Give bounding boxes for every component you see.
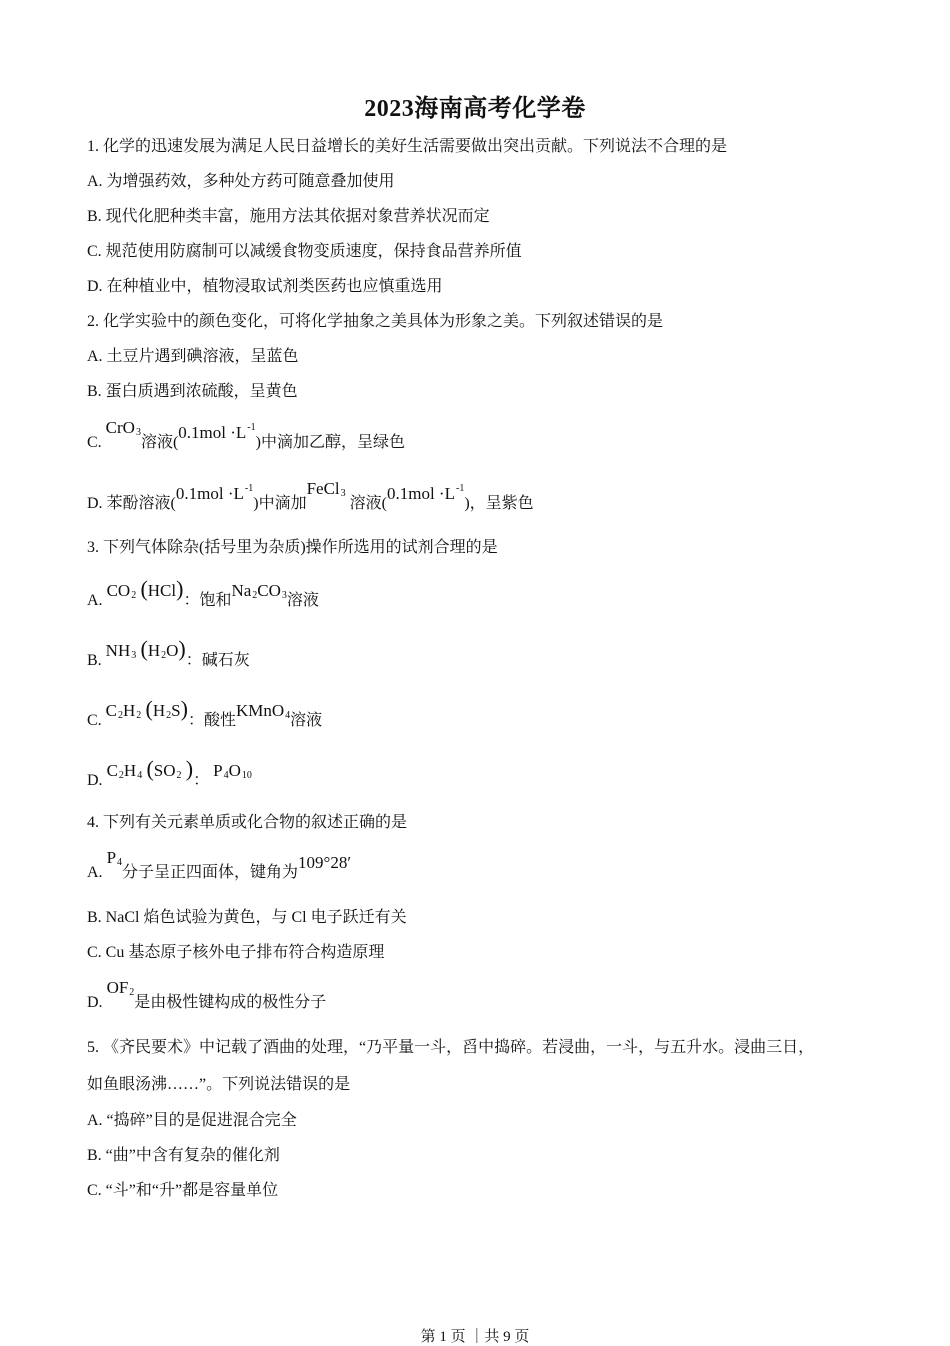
q4-option-d: [87, 978, 327, 1012]
fecl3-formula: FeCl$_3$: [306, 479, 346, 499]
concentration-formula: $0.1mol \cdot L^{-1}$: [386, 483, 465, 503]
q1-option-c: C. 规范使用防腐制可以减缓食物变质速度，保持食品营养所值: [87, 243, 522, 260]
q3-b-label: B.: [87, 652, 102, 669]
concentration-formula: $0.1mol \cdot L^{-1}$: [178, 422, 256, 442]
q3-a-text-2: 溶液: [286, 592, 319, 609]
q4-option-c: C. Cu 基态原子核外电子排布符合构造原理: [87, 944, 385, 961]
q4-option-a: [87, 848, 352, 882]
kmno4-formula: KMnO$_4$: [235, 701, 291, 721]
q5-stem-line-2: 如鱼眼汤沸……”。下列说法错误的是: [87, 1076, 351, 1093]
q4-a-label: A.: [87, 864, 103, 881]
q1-option-d: D. 在种植业中，植物浸取试剂类医药也应慎重选用: [87, 278, 443, 295]
q5-option-b: B. “曲”中含有复杂的催化剂: [87, 1147, 280, 1164]
cro3-formula: CrO$_3$: [105, 418, 141, 438]
bond-angle: 109°28′: [298, 853, 352, 872]
q4-d-text-1: 是由极性键构成的极性分子: [134, 994, 327, 1011]
q3-c-text-2: 溶液: [290, 712, 323, 729]
q3-d-text-1: ：: [193, 772, 210, 789]
concentration-formula: $0.1mol \cdot L^{-1}$: [175, 483, 254, 503]
p4-formula: $P_4$: [106, 848, 123, 868]
q4-stem: 4. 下列有关元素单质或化合物的叙述正确的是: [87, 814, 408, 831]
c2h4-so2-formula: $C_2H_4$ ($SO_2$ ): [106, 756, 194, 781]
q3-option-d: [87, 756, 252, 790]
q4-d-label: D.: [87, 994, 103, 1011]
q5-option-a: A. “捣碎”目的是促进混合完全: [87, 1112, 297, 1129]
q1-option-a: A. 为增强药效，多种处方药可随意叠加使用: [87, 173, 395, 190]
q2-d-text-3: )，呈紫色: [464, 495, 534, 512]
q2-stem: 2. 化学实验中的颜色变化，可将化学抽象之美具体为形象之美。下列叙述错误的是: [87, 313, 664, 330]
co2-hcl-formula: $CO_2$ (HCl): [106, 576, 184, 601]
c2h2-h2s-formula: $C_2H_2$ $(H_2S)$: [105, 696, 188, 721]
q3-b-text-1: ：碱石灰: [185, 652, 250, 669]
q2-option-d: [87, 479, 534, 513]
na2co3-formula: $Na_2CO_3$: [231, 581, 287, 601]
q2-d-text-2: 溶液(: [349, 495, 387, 512]
q5-stem-line-1: 5. 《齐民要术》中记载了酒曲的处理，“乃平量一斗，舀中捣碎。若浸曲，一斗，与五升水。浸曲三日，: [87, 1039, 815, 1056]
q2-c-label: C.: [87, 434, 102, 451]
q4-a-text-1: 分子呈正四面体，键角为: [122, 864, 299, 881]
page-footer: 第 1 页 ｜共 9 页: [420, 1329, 530, 1345]
q2-option-b: B. 蛋白质遇到浓硫酸，呈黄色: [87, 383, 298, 400]
nh3-h2o-formula: $NH_3$ $(H_2O)$: [105, 636, 186, 661]
q3-d-label: D.: [87, 772, 103, 789]
q2-d-label: D. 苯酚溶液(: [87, 495, 176, 512]
q3-a-text-1: ：饱和: [183, 592, 232, 609]
q5-option-c: C. “斗”和“升”都是容量单位: [87, 1182, 279, 1199]
q3-a-label: A.: [87, 592, 103, 609]
q2-option-a: A. 土豆片遇到碘溶液，呈蓝色: [87, 348, 299, 365]
q2-c-text-1: 溶液(: [140, 434, 179, 451]
p4o10-formula: $P_4O_{10}$: [213, 761, 252, 781]
of2-formula: $OF_2$: [106, 978, 135, 998]
q1-stem: 1. 化学的迅速发展为满足人民日益增长的美好生活需要做出突出贡献。下列说法不合理的是: [87, 138, 728, 155]
q2-c-text-2: )中滴加乙醇，呈绿色: [255, 434, 405, 451]
q3-option-a: [87, 576, 319, 610]
q3-c-label: C.: [87, 712, 102, 729]
q3-c-text-1: ：酸性: [187, 712, 236, 729]
q3-option-b: [87, 636, 250, 670]
q3-option-c: [87, 696, 323, 730]
q4-option-b: B. NaCl 焰色试验为黄色，与 Cl 电子跃迁有关: [87, 909, 407, 926]
q2-option-c: [87, 418, 405, 452]
q1-option-b: B. 现代化肥种类丰富，施用方法其依据对象营养状况而定: [87, 208, 490, 225]
page-title: 2023海南高考化学卷: [364, 96, 586, 122]
q2-d-text-1: )中滴加: [253, 495, 307, 512]
q3-stem: 3. 下列气体除杂(括号里为杂质)操作所选用的试剂合理的是: [87, 539, 498, 556]
